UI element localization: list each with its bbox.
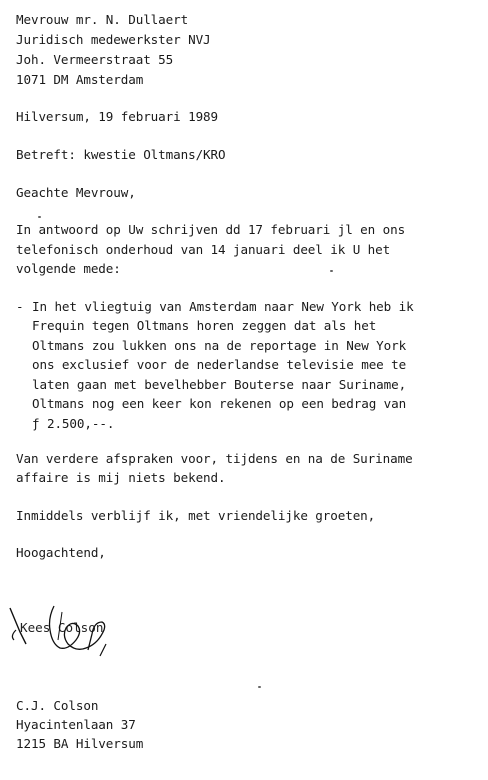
bullet-line: Oltmans nog een keer kon rekenen op een bedrag van [32,396,407,411]
paragraph2-line: affaire is mij niets bekend. [16,470,226,485]
paragraph1-line: volgende mede: [16,261,121,276]
bullet-line: Oltmans zou lukken ons na de reportage in New York [32,338,407,353]
closing-line: Inmiddels verblijf ik, met vriendelijke groeten, [16,508,376,523]
handwritten-signature [6,600,126,660]
sender-city: 1215 BA Hilversum [16,736,144,751]
scan-speck [258,686,261,688]
paragraph1-line: telefonisch onderhoud van 14 januari deel ik U het [16,242,391,257]
place-date: Hilversum, 19 februari 1989 [16,109,219,124]
paragraph1-line: In antwoord op Uw schrijven dd 17 februari jl en ons [16,222,406,237]
scan-speck [330,270,333,272]
scan-speck [38,216,41,218]
recipient-city: 1071 DM Amsterdam [16,72,144,87]
bullet-line: laten gaan met bevelhebber Bouterse naar Suriname, [32,377,407,392]
bullet-line: ƒ 2.500,--. [32,416,115,431]
signature-typed-name: Kees Colson [20,620,104,635]
recipient-name: Mevrouw mr. N. Dullaert [16,12,189,27]
closing-greeting: Hoogachtend, [16,545,106,560]
sender-street: Hyacintenlaan 37 [16,717,136,732]
subject-line: Betreft: kwestie Oltmans/KRO [16,147,226,162]
salutation: Geachte Mevrouw, [16,185,136,200]
bullet-marker: - [16,299,24,314]
sender-name: C.J. Colson [16,698,99,713]
bullet-line: Frequin tegen Oltmans horen zeggen dat als het [32,318,377,333]
paragraph2-line: Van verdere afspraken voor, tijdens en na de Suriname [16,451,413,466]
recipient-street: Joh. Vermeerstraat 55 [16,52,174,67]
bullet-line: ons exclusief voor de nederlandse televisie mee te [32,357,407,372]
bullet-line: In het vliegtuig van Amsterdam naar New York heb ik [32,299,414,314]
recipient-title: Juridisch medewerkster NVJ [16,32,211,47]
